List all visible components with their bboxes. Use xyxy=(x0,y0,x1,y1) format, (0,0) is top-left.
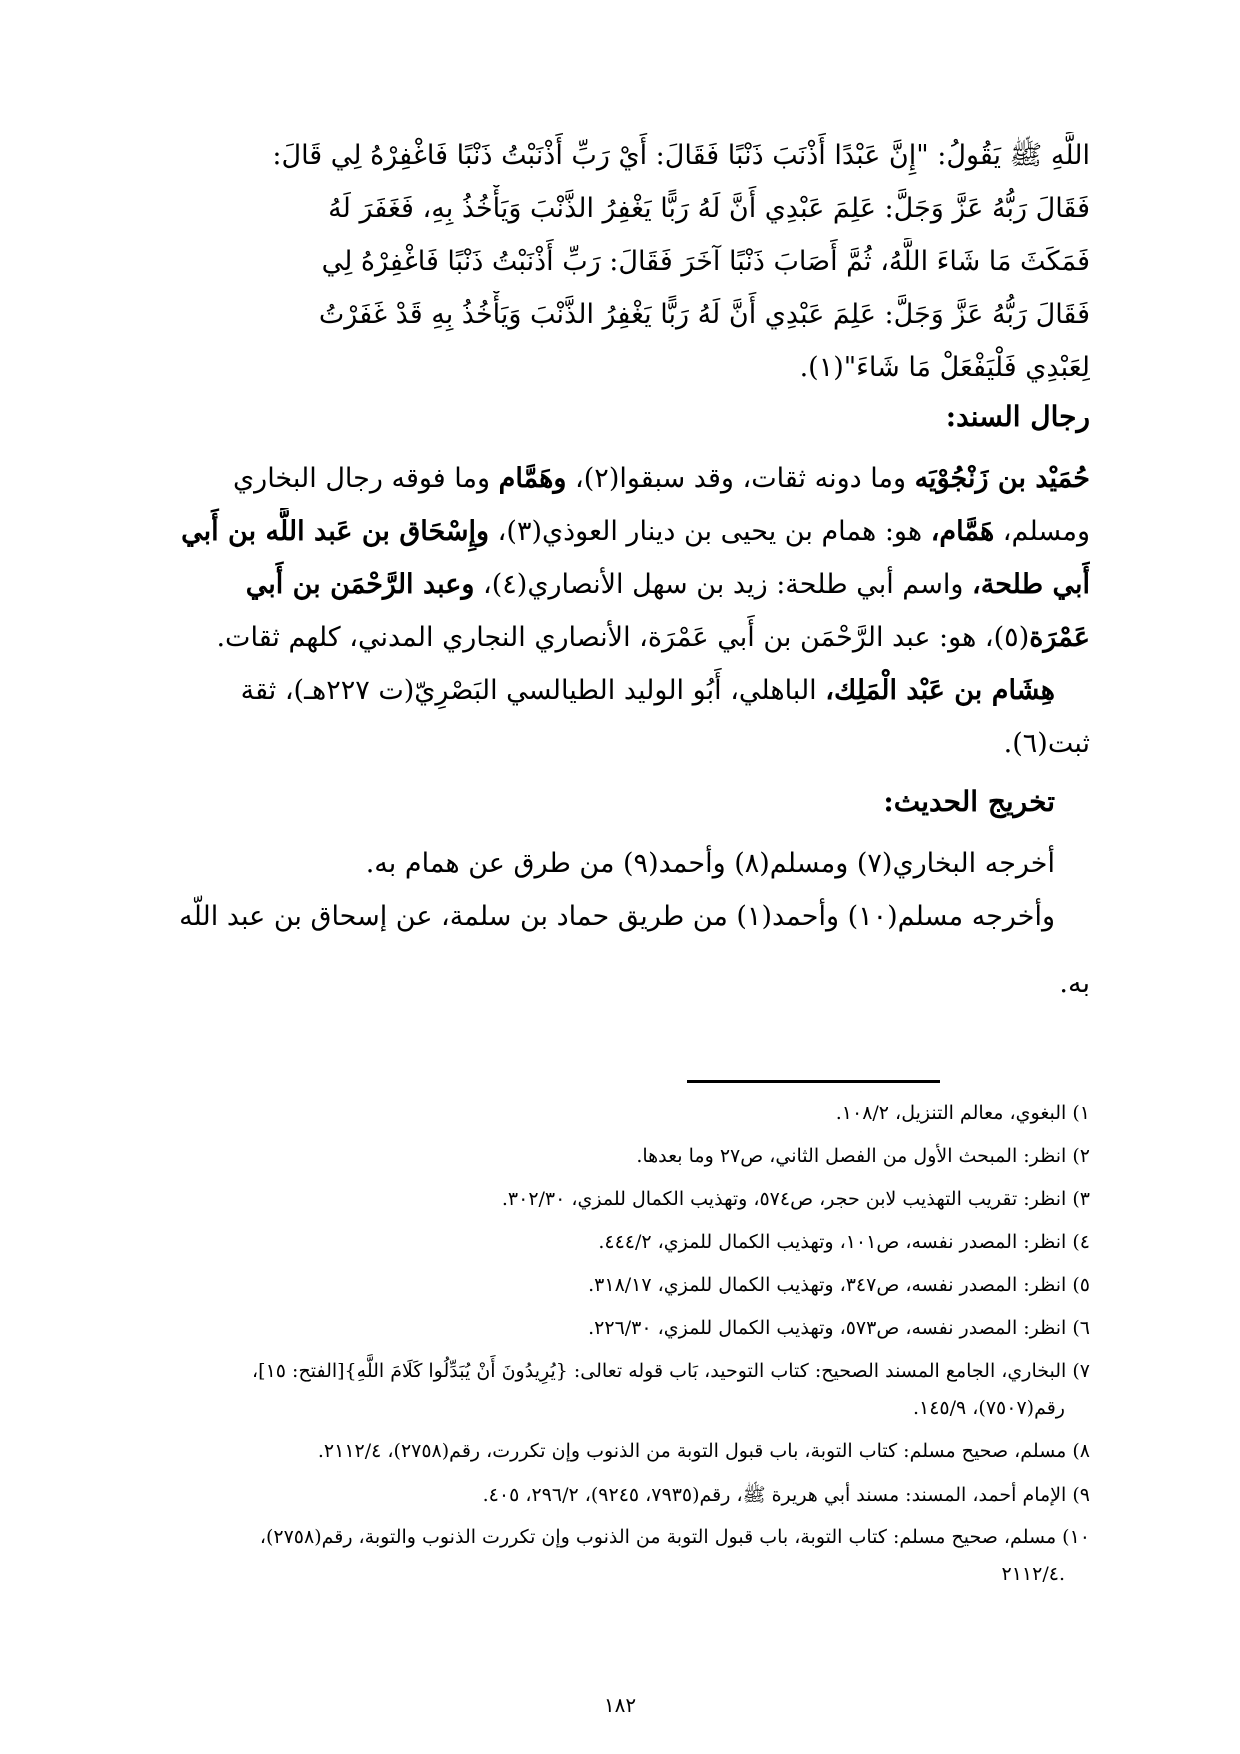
hadith-line-4: فَقَالَ رَبُّهُ عَزَّ وَجَلَّ: عَلِمَ عَبْدِي أَنَّ لَهُ رَبًّا يَغْفِرُ الذَّنْبَ وَيَأْخُذُ بِهِ قَدْ غَفَرْتُ xyxy=(318,299,1090,330)
footnote-7: ٧) البخاري، الجامع المسند الصحيح: كتاب التوحيد، بَاب قوله تعالى: {يُرِيدُونَ أَنْ يُبَدِّلُوا كَلَامَ اللَّهِ}[الفتح: ١٥]، xyxy=(252,1360,1090,1382)
rijal-line-4 xyxy=(150,614,1090,662)
rijal-text: الباهلي، أَبُو الوليد الطيالسي البَصْرِيّ(ت ٢٢٧هـ)، ثقة xyxy=(240,675,826,706)
footnote-10-cont: .٢١١٢/٤ xyxy=(1001,1563,1065,1585)
narrator-name: حُمَيْد بن زَنْجُوْيَه xyxy=(914,463,1090,494)
heading-takhrij: تخريج الحديث: xyxy=(883,785,1055,818)
rijal-line-1 xyxy=(150,455,1090,503)
footnote-8: ٨) مسلم، صحيح مسلم: كتاب التوبة، باب قبول التوبة من الذنوب وإن تكررت، رقم(٢٧٥٨)، ٢١١٢/٤. xyxy=(317,1440,1090,1462)
footnote-9: ٩) الإمام أحمد، المسند: مسند أبي هريرة ﷺ، رقم(٧٩٣٥، ٩٢٤٥)، ٢٩٦/٢، ٤٠٥. xyxy=(482,1484,1090,1506)
rijal-text: وما دونه ثقات، وقد سبقوا(٢)، xyxy=(566,463,915,494)
hadith-line-2: فَقَالَ رَبُّهُ عَزَّ وَجَلَّ: عَلِمَ عَبْدِي أَنَّ لَهُ رَبًّا يَغْفِرُ الذَّنْبَ وَيَأْخُذُ بِهِ، فَغَفَرَ لَهُ xyxy=(328,193,1090,224)
takhrij-line-2: وأخرجه مسلم(١٠) وأحمد(١) من طريق حماد بن سلمة، عن إسحاق بن عبد اللّه xyxy=(179,901,1055,932)
narrator-name: أَبي طلحة، xyxy=(972,569,1090,600)
takhrij-line-1: أخرجه البخاري(٧) ومسلم(٨) وأحمد(٩) من طرق عن همام به. xyxy=(365,848,1055,879)
rijal-text: واسم أبي طلحة: زيد بن سهل الأنصاري(٤)، xyxy=(474,569,973,600)
rijal-line-2 xyxy=(150,508,1090,556)
hadith-line-1: اللَّهِ ﷺ يَقُولُ: "إِنَّ عَبْدًا أَذْنَبَ ذَنْبًا فَقَالَ: أَيْ رَبِّ أَذْنَبْتُ ذَنْبًا فَاغْفِرْهُ لِي قَالَ: xyxy=(272,140,1090,171)
rijal-line-5 xyxy=(150,667,1055,715)
footnote-6: ٦) انظر: المصدر نفسه، ص٥٧٣، وتهذيب الكمال للمزي، ٢٢٦/٣٠. xyxy=(588,1317,1090,1339)
hadith-line-5: لِعَبْدِي فَلْيَفْعَلْ مَا شَاءَ"(١). xyxy=(799,352,1090,383)
footnote-separator xyxy=(687,1080,940,1083)
footnote-4: ٤) انظر: المصدر نفسه، ص١٠١، وتهذيب الكمال للمزي، ٤٤٤/٢. xyxy=(598,1231,1090,1253)
narrator-name: هَمَّام، xyxy=(930,516,995,547)
footnote-5: ٥) انظر: المصدر نفسه، ص٣٤٧، وتهذيب الكمال للمزي، ٣١٨/١٧. xyxy=(588,1274,1090,1296)
rijal-line-3 xyxy=(150,561,1090,609)
rijal-line-6: ثبت(٦). xyxy=(1003,728,1090,759)
rijal-text: وما فوقه رجال البخاري xyxy=(233,463,499,494)
footnote-3: ٣) انظر: تقريب التهذيب لابن حجر، ص٥٧٤، وتهذيب الكمال للمزي، ٣٠٢/٣٠. xyxy=(501,1188,1090,1210)
footnote-2: ٢) انظر: المبحث الأول من الفصل الثاني، ص٢٧ وما بعدها. xyxy=(636,1145,1090,1167)
footnote-7-cont: رقم(٧٥٠٧)، ١٤٥/٩. xyxy=(912,1397,1065,1419)
footnote-10: ١٠) مسلم، صحيح مسلم: كتاب التوبة، باب قبول التوبة من الذنوب وإن تكررت الذنوب والتوبة، رقم(٢٧٥٨)، xyxy=(259,1526,1090,1548)
narrator-name: وإِسْحَاق بن عَبد اللَّه بن أَبي xyxy=(181,516,490,547)
narrator-name: وعبد الرَّحْمَن بن أَبي xyxy=(245,569,475,600)
page-number: ١٨٢ xyxy=(603,1693,637,1717)
hadith-line-3: فَمَكَثَ مَا شَاءَ اللَّهُ، ثُمَّ أَصَابَ ذَنْبًا آخَرَ فَقَالَ: رَبِّ أَذْنَبْتُ ذَنْبًا فَاغْفِرْهُ لِي xyxy=(321,246,1090,277)
rijal-text: هو: همام بن يحيى بن دينار العوذي(٣)، xyxy=(489,516,931,547)
narrator-name: وهَمَّام xyxy=(498,463,567,494)
rijal-text: (٥)، هو: عبد الرَّحْمَن بن أَبي عَمْرَة، الأنصاري النجاري المدني، كلهم ثقات. xyxy=(216,622,1030,653)
footnote-1: ١) البغوي، معالم التنزيل، ١٠٨/٢. xyxy=(835,1102,1090,1124)
heading-rijal: رجال السند: xyxy=(945,400,1090,433)
takhrij-line-3: به. xyxy=(1059,968,1090,999)
rijal-text: ومسلم، xyxy=(994,516,1090,547)
narrator-name: هِشَام بن عَبْد الْمَلِك، xyxy=(825,675,1055,706)
narrator-name: عَمْرَة xyxy=(1029,622,1090,653)
